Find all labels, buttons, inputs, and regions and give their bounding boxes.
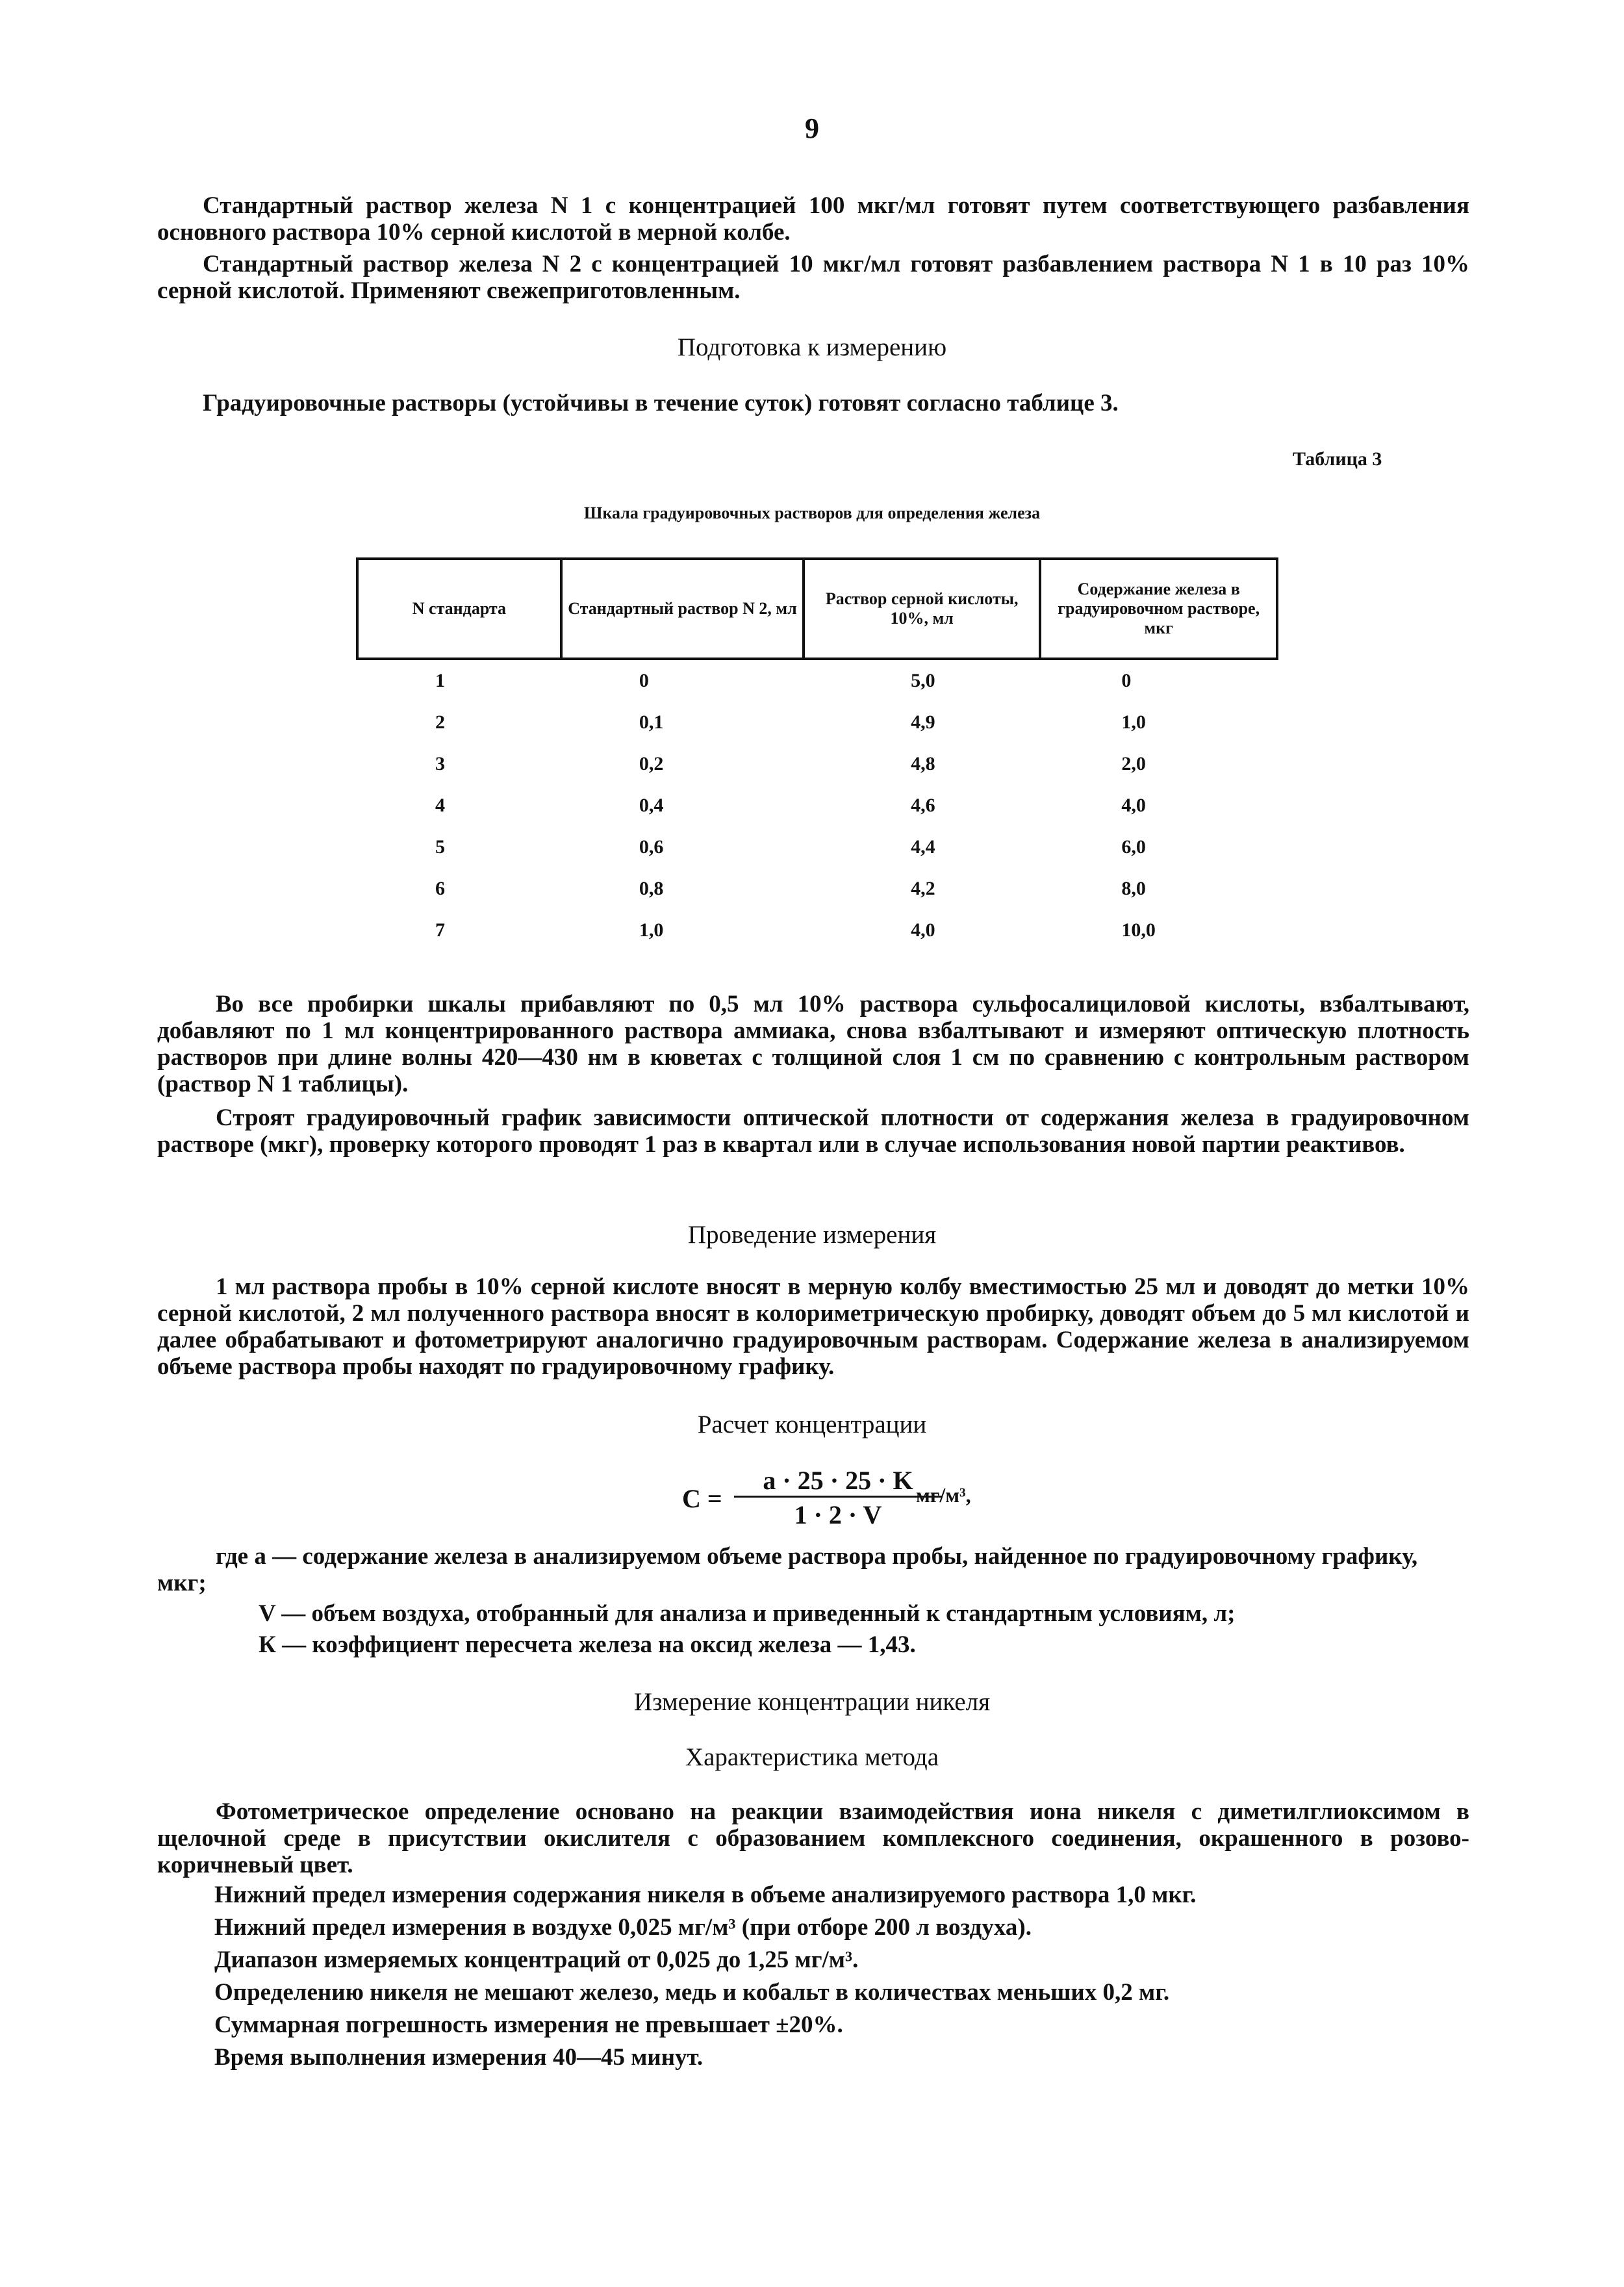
formula-denominator: 1 · 2 · V — [794, 1500, 882, 1529]
table-row — [357, 826, 1277, 868]
cell-standard-solution: 0,8 — [639, 878, 664, 899]
paragraph-standard-solution-1: Стандартный раствор железа N 1 с концентрацией 100 мкг/мл готовят путем соответствующего разбавления основного раствора 10% серной кислотой в мерной колбе. — [157, 192, 1469, 246]
cell-standard-solution: 0,2 — [639, 753, 664, 774]
cell-iron-content: 10,0 — [1121, 919, 1156, 941]
cell-iron-content: 4,0 — [1121, 795, 1146, 816]
subheading-method: Характеристика метода — [685, 1743, 939, 1771]
cell-standard-solution: 1,0 — [639, 919, 664, 941]
header-standard-solution: Стандартный раствор N 2, мл — [561, 559, 804, 659]
cell-standard-solution: 0,4 — [639, 795, 664, 816]
cell-standard-solution: 0,6 — [639, 836, 664, 858]
paragraph-nickel-method: Фотометрическое определение основано на реакции взаимодействия иона никеля с диметилглиоксимом в щелочной среде в присутствии окислителя с образованием комплексного соединения, окрашенного в розово-коричневый цвет. — [157, 1798, 1469, 1878]
cell-iron-content: 2,0 — [1121, 753, 1146, 774]
paragraph-add-reagents: Во все пробирки шкалы прибавляют по 0,5 мл 10% раствора сульфосалициловой кислоты, взбалтывают, добавляют по 1 мл концентрированного раствора аммиака, снова взбалтывают и измеряют оптическую плотность растворов при длине волны 420—430 нм в кюветах с толщиной слоя 1 см по сравнению с контрольным раствором (раствор N 1 таблицы). — [157, 991, 1469, 1097]
table-row — [357, 659, 1277, 702]
table-row — [357, 868, 1277, 910]
cell-sulfuric-acid: 4,4 — [911, 836, 935, 858]
paragraph-calibration-solutions: Градуировочные растворы (устойчивы в течение суток) готовят согласно таблице 3. — [203, 390, 1119, 416]
formula-lhs: С = — [682, 1484, 722, 1513]
nickel-interference: Определению никеля не мешают железо, медь и кобальт в количествах меньших 0,2 мг. — [214, 1979, 1170, 2006]
formula-fraction-line — [734, 1496, 942, 1498]
header-iron-content: Содержание железа в градуировочном растворе, мкг — [1040, 559, 1277, 659]
heading-measurement: Проведение измерения — [687, 1221, 937, 1249]
nickel-concentration-range: Диапазон измеряемых концентраций от 0,025 до 1,25 мг/м³. — [214, 1947, 859, 1973]
nickel-duration: Время выполнения измерения 40—45 минут. — [214, 2044, 704, 2071]
nickel-error: Суммарная погрешность измерения не превышает ±20%. — [214, 2012, 843, 2038]
cell-sulfuric-acid: 4,2 — [911, 878, 935, 899]
header-sulfuric-acid: Раствор серной кислоты, 10%, мл — [804, 559, 1040, 659]
table-caption: Шкала градуировочных растворов для определения железа — [583, 504, 1041, 522]
cell-sulfuric-acid: 4,9 — [911, 711, 935, 733]
nickel-lower-limit-air: Нижний предел измерения в воздухе 0,025 мг/м³ (при отборе 200 л воздуха). — [214, 1914, 1032, 1941]
cell-standard-number: 6 — [435, 878, 445, 899]
formula-numerator: а · 25 · 25 · K — [763, 1466, 913, 1495]
table-row — [357, 910, 1277, 951]
cell-standard-number: 2 — [435, 711, 445, 733]
cell-sulfuric-acid: 5,0 — [911, 670, 935, 691]
table-row — [357, 743, 1277, 785]
formula-unit: мг/м³, — [916, 1483, 971, 1507]
heading-nickel: Измерение концентрации никеля — [633, 1688, 991, 1716]
paragraph-standard-solution-2: Стандартный раствор железа N 2 с концентрацией 10 мкг/мл готовят разбавлением раствора N 1 в 10 раз 10% серной кислотой. Применяют свежеприготовленным. — [157, 251, 1469, 304]
paragraph-calibration-graph: Строят градуировочный график зависимости оптической плотности от содержания железа в градуировочном растворе (мкг), проверку которого проводят 1 раз в квартал или в случае использования новой партии реактивов. — [157, 1105, 1469, 1158]
paragraph-measurement-procedure: 1 мл раствора пробы в 10% серной кислоте вносят в мерную колбу вместимостью 25 мл и доводят до метки 10% серной кислотой, 2 мл полученного раствора вносят в колориметрическую пробирку, доводят объем до 5 мл кислотой и далее обрабатывают и фотометрируют аналогично градуировочным растворам. Содержание железа в анализируемом объеме раствора пробы находят по градуировочному графику. — [157, 1273, 1469, 1380]
table-row — [357, 785, 1277, 826]
definition-v: V — объем воздуха, отобранный для анализа и приведенный к стандартным условиям, л; — [259, 1600, 1236, 1627]
heading-preparation: Подготовка к измерению — [677, 333, 947, 361]
cell-standard-number: 7 — [435, 919, 445, 941]
cell-sulfuric-acid: 4,6 — [911, 795, 935, 816]
cell-standard-solution: 0,1 — [639, 711, 664, 733]
cell-standard-number: 4 — [435, 795, 445, 816]
cell-standard-number: 5 — [435, 836, 445, 858]
cell-standard-number: 3 — [435, 753, 445, 774]
table-label: Таблица 3 — [1293, 448, 1382, 470]
heading-calculation: Расчет концентрации — [697, 1411, 927, 1438]
calibration-table — [356, 557, 1278, 951]
definition-a: где а — содержание железа в анализируемом объеме раствора пробы, найденное по градуировочному графику, мкг; — [157, 1543, 1418, 1596]
table-row — [357, 702, 1277, 743]
header-standard-number: N стандарта — [357, 559, 561, 659]
cell-iron-content: 6,0 — [1121, 836, 1146, 858]
cell-standard-solution: 0 — [639, 670, 649, 691]
table-header-row — [357, 559, 1277, 659]
cell-standard-number: 1 — [435, 670, 445, 691]
definition-k: К — коэффициент пересчета железа на оксид железа — 1,43. — [259, 1631, 916, 1658]
cell-iron-content: 8,0 — [1121, 878, 1146, 899]
cell-sulfuric-acid: 4,0 — [911, 919, 935, 941]
cell-iron-content: 0 — [1121, 670, 1132, 691]
nickel-lower-limit-solution: Нижний предел измерения содержания никеля в объеме анализируемого раствора 1,0 мкг. — [214, 1882, 1197, 1908]
cell-sulfuric-acid: 4,8 — [911, 753, 935, 774]
cell-iron-content: 1,0 — [1121, 711, 1146, 733]
page-number: 9 — [805, 112, 819, 144]
